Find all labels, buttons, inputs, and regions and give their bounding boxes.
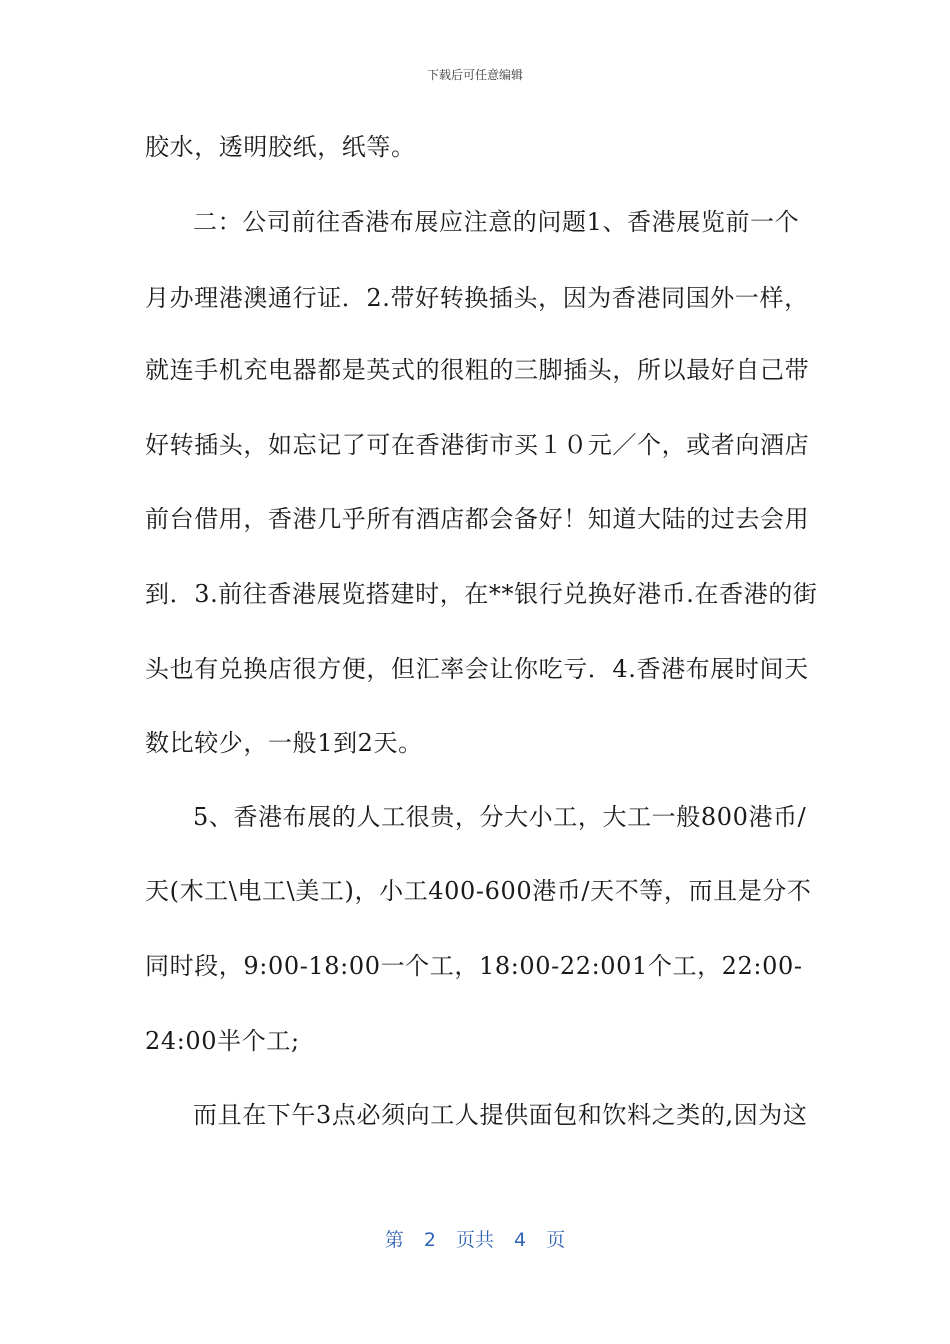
body-line: 就连手机充电器都是英式的很粗的三脚插头，所以最好自己带 [145,356,810,384]
body-line: 前台借用，香港几乎所有酒店都会备好！知道大陆的过去会用 [145,505,810,533]
paragraph-start-line: 而且在下午3点必须向工人提供面包和饮料之类的,因为这 [193,1101,808,1129]
page-footer [0,1225,950,1252]
body-line: 24:00半个工; [145,1027,300,1055]
page-total-number: 4 [514,1229,527,1251]
paragraph-start-line: 二：公司前往香港布展应注意的问题1、香港展览前一个 [193,208,800,236]
page-current-number: 2 [423,1229,436,1251]
body-line: 头也有兑换店很方便，但汇率会让你吃亏．4.香港布展时间天 [145,655,809,683]
page-label-prefix: 第 [384,1229,404,1251]
body-line: 天(木工\电工\美工)，小工400-600港币/天不等，而且是分不 [145,877,812,905]
page-label-mid: 页共 [455,1229,494,1251]
body-line: 好转插头，如忘记了可在香港街市买１０元／个，或者向酒店 [145,431,810,459]
page-label-suffix: 页 [546,1229,566,1251]
header-note: 下载后可任意编辑 [426,68,523,82]
body-line: 胶水，透明胶纸，纸等。 [145,133,416,161]
paragraph-start-line: 5、香港布展的人工很贵，分大小工，大工一般800港币/ [193,803,807,831]
body-line: 数比较少，一般1到2天。 [145,729,423,757]
body-line: 到．3.前往香港展览搭建时，在**银行兑换好港币.在香港的街 [145,580,818,608]
body-line: 月办理港澳通行证．2.带好转换插头，因为香港同国外一样， [145,284,809,312]
body-line: 同时段，9:00-18:00一个工，18:00-22:001个工，22:00- [145,952,803,980]
